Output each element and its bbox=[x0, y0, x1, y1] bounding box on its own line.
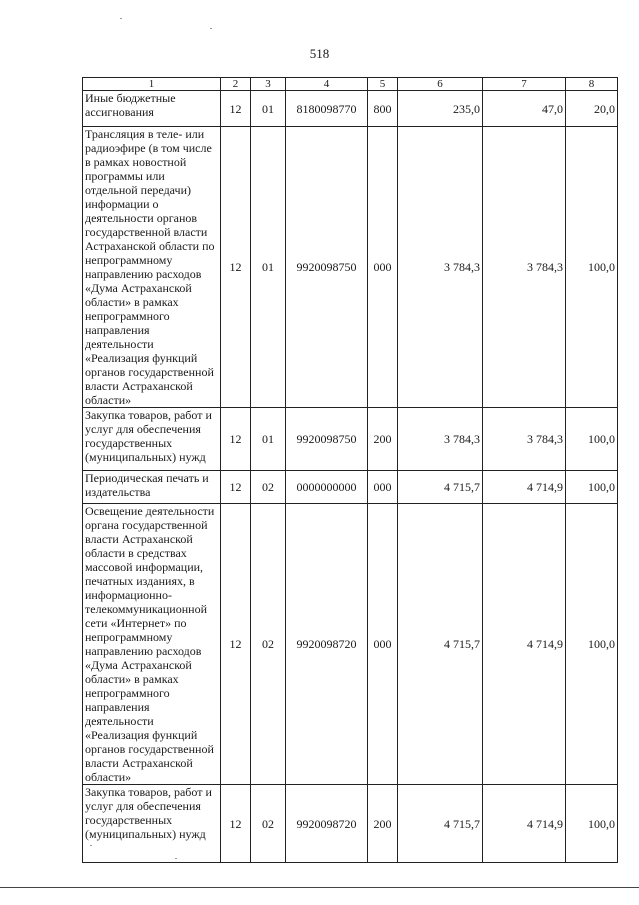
cell-percent: 100,0 bbox=[566, 408, 618, 471]
cell-section: 12 bbox=[221, 408, 251, 471]
column-header: 5 bbox=[368, 78, 398, 91]
cell-target-code: 0000000000 bbox=[286, 471, 368, 504]
cell-expense-type: 200 bbox=[368, 785, 398, 863]
cell-section: 12 bbox=[221, 785, 251, 863]
cell-section: 12 bbox=[221, 504, 251, 785]
cell-actual: 47,0 bbox=[483, 91, 566, 127]
cell-target-code: 9920098720 bbox=[286, 504, 368, 785]
cell-subsection: 01 bbox=[251, 91, 286, 127]
table-row bbox=[83, 504, 618, 785]
cell-expense-type: 000 bbox=[368, 127, 398, 408]
scan-speck bbox=[210, 28, 212, 29]
cell-section: 12 bbox=[221, 127, 251, 408]
cell-subsection: 01 bbox=[251, 408, 286, 471]
cell-actual: 4 714,9 bbox=[483, 471, 566, 504]
column-header: 7 bbox=[483, 78, 566, 91]
cell-target-code: 9920098720 bbox=[286, 785, 368, 863]
cell-section: 12 bbox=[221, 471, 251, 504]
cell-subsection: 02 bbox=[251, 471, 286, 504]
cell-percent: 100,0 bbox=[566, 471, 618, 504]
cell-expense-type: 200 bbox=[368, 408, 398, 471]
row-name: Трансляция в теле- или радиоэфире (в том числе в рамках новостной программы или отдельной передачи) информации о деятельности органов государственной власти Астраханской области по непрограммному направлению расходов «Дума Астраханской области» в рамках непрограммного направления деятельности «Реализация функций органов государственной власти Астраханской области» bbox=[83, 127, 221, 408]
cell-percent: 20,0 bbox=[566, 91, 618, 127]
column-header: 1 bbox=[83, 78, 221, 91]
row-name: Закупка товаров, работ и услуг для обеспечения государственных (муниципальных) нужд bbox=[83, 785, 221, 863]
cell-subsection: 02 bbox=[251, 504, 286, 785]
row-name: Освещение деятельности органа государственной власти Астраханской области в средствах массовой информации, печатных изданиях, в информационно-телекоммуникационной сети «Интернет» по непрограммному направлению расходов «Дума Астраханской области» в рамках непрограммного направления деятельности «Реализация функций органов государственной власти Астраханской области» bbox=[83, 504, 221, 785]
cell-target-code: 8180098770 bbox=[286, 91, 368, 127]
cell-plan: 4 715,7 bbox=[398, 471, 483, 504]
cell-plan: 3 784,3 bbox=[398, 127, 483, 408]
cell-actual: 4 714,9 bbox=[483, 504, 566, 785]
page-edge-line bbox=[0, 887, 639, 888]
cell-actual: 4 714,9 bbox=[483, 785, 566, 863]
table-row bbox=[83, 408, 618, 471]
row-name: Закупка товаров, работ и услуг для обеспечения государственных (муниципальных) нужд bbox=[83, 408, 221, 471]
cell-section: 12 bbox=[221, 91, 251, 127]
cell-actual: 3 784,3 bbox=[483, 127, 566, 408]
header-row bbox=[83, 78, 618, 91]
budget-table bbox=[82, 77, 618, 863]
cell-plan: 235,0 bbox=[398, 91, 483, 127]
cell-expense-type: 000 bbox=[368, 504, 398, 785]
table-row bbox=[83, 91, 618, 127]
column-header: 6 bbox=[398, 78, 483, 91]
column-header: 4 bbox=[286, 78, 368, 91]
cell-percent: 100,0 bbox=[566, 127, 618, 408]
cell-subsection: 01 bbox=[251, 127, 286, 408]
cell-expense-type: 000 bbox=[368, 471, 398, 504]
cell-actual: 3 784,3 bbox=[483, 408, 566, 471]
column-header: 2 bbox=[221, 78, 251, 91]
cell-subsection: 02 bbox=[251, 785, 286, 863]
scan-speck bbox=[90, 845, 92, 846]
table-row bbox=[83, 785, 618, 863]
page-number: 518 bbox=[309, 46, 330, 61]
cell-target-code: 9920098750 bbox=[286, 127, 368, 408]
cell-target-code: 9920098750 bbox=[286, 408, 368, 471]
column-header: 3 bbox=[251, 78, 286, 91]
table-row bbox=[83, 471, 618, 504]
table-row bbox=[83, 127, 618, 408]
scan-speck bbox=[120, 18, 122, 19]
cell-plan: 4 715,7 bbox=[398, 785, 483, 863]
scan-speck bbox=[175, 858, 177, 859]
row-name: Иные бюджетные ассигнования bbox=[83, 91, 221, 127]
cell-plan: 4 715,7 bbox=[398, 504, 483, 785]
row-name: Периодическая печать и издательства bbox=[83, 471, 221, 504]
cell-percent: 100,0 bbox=[566, 785, 618, 863]
column-header: 8 bbox=[566, 78, 618, 91]
cell-expense-type: 800 bbox=[368, 91, 398, 127]
cell-percent: 100,0 bbox=[566, 504, 618, 785]
cell-plan: 3 784,3 bbox=[398, 408, 483, 471]
